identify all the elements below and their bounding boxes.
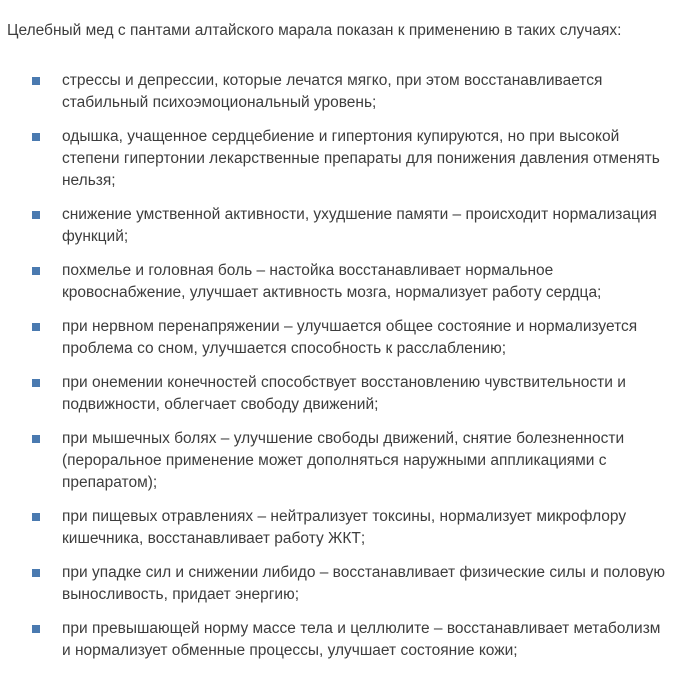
- square-bullet-icon: [32, 133, 40, 141]
- list-item: [0, 428, 674, 494]
- list-item: [0, 618, 674, 662]
- list-item-text: при нервном перенапряжении – улучшается общее состояние и нормализуется проблема со сном, улучшается способность к расслаблению;: [62, 318, 638, 357]
- square-bullet-icon: [32, 625, 40, 633]
- list-item: [0, 506, 674, 550]
- square-bullet-icon: [32, 379, 40, 387]
- list-item: [0, 204, 674, 248]
- list-item-text: при упадке сил и снижении либидо – восстанавливает физические силы и половую выносливость, придает энергию;: [62, 564, 665, 603]
- square-bullet-icon: [32, 513, 40, 521]
- list-item-text: при онемении конечностей способствует восстановлению чувствительности и подвижности, облегчает свободу движений;: [62, 374, 626, 413]
- list-item-text: стрессы и депрессии, которые лечатся мягко, при этом восстанавливается стабильный психоэмоциональный уровень;: [62, 72, 603, 111]
- square-bullet-icon: [32, 323, 40, 331]
- list-item: [0, 260, 674, 304]
- list-item-text: при мышечных болях – улучшение свободы движений, снятие болезненности (пероральное применение может дополняться наружными аппликациями с препаратом);: [62, 430, 625, 491]
- list-item: [0, 562, 674, 606]
- square-bullet-icon: [32, 569, 40, 577]
- square-bullet-icon: [32, 211, 40, 219]
- indications-list: [0, 70, 674, 674]
- list-item-text: похмелье и головная боль – настойка восстанавливает нормальное кровоснабжение, улучшает активность мозга, нормализует работу сердца;: [62, 262, 602, 301]
- square-bullet-icon: [32, 267, 40, 275]
- list-item: [0, 316, 674, 360]
- list-item: [0, 70, 674, 114]
- list-item-text: одышка, учащенное сердцебиение и гипертония купируются, но при высокой степени гипертонии лекарственные препараты для понижения давления отменять нельзя;: [62, 128, 660, 189]
- list-item-text: при пищевых отравлениях – нейтрализует токсины, нормализует микрофлору кишечника, восстанавливает работу ЖКТ;: [62, 508, 627, 547]
- list-item: [0, 372, 674, 416]
- square-bullet-icon: [32, 435, 40, 443]
- list-item: [0, 126, 674, 192]
- intro-text: Целебный мед с пантами алтайского марала показан к применению в таких случаях:: [7, 22, 622, 39]
- list-item-text: при превышающей норму массе тела и целлюлите – восстанавливает метаболизм и нормализует обменные процессы, улучшает состояние кожи;: [62, 620, 661, 659]
- list-item-text: снижение умственной активности, ухудшение памяти – происходит нормализация функций;: [62, 206, 657, 245]
- square-bullet-icon: [32, 77, 40, 85]
